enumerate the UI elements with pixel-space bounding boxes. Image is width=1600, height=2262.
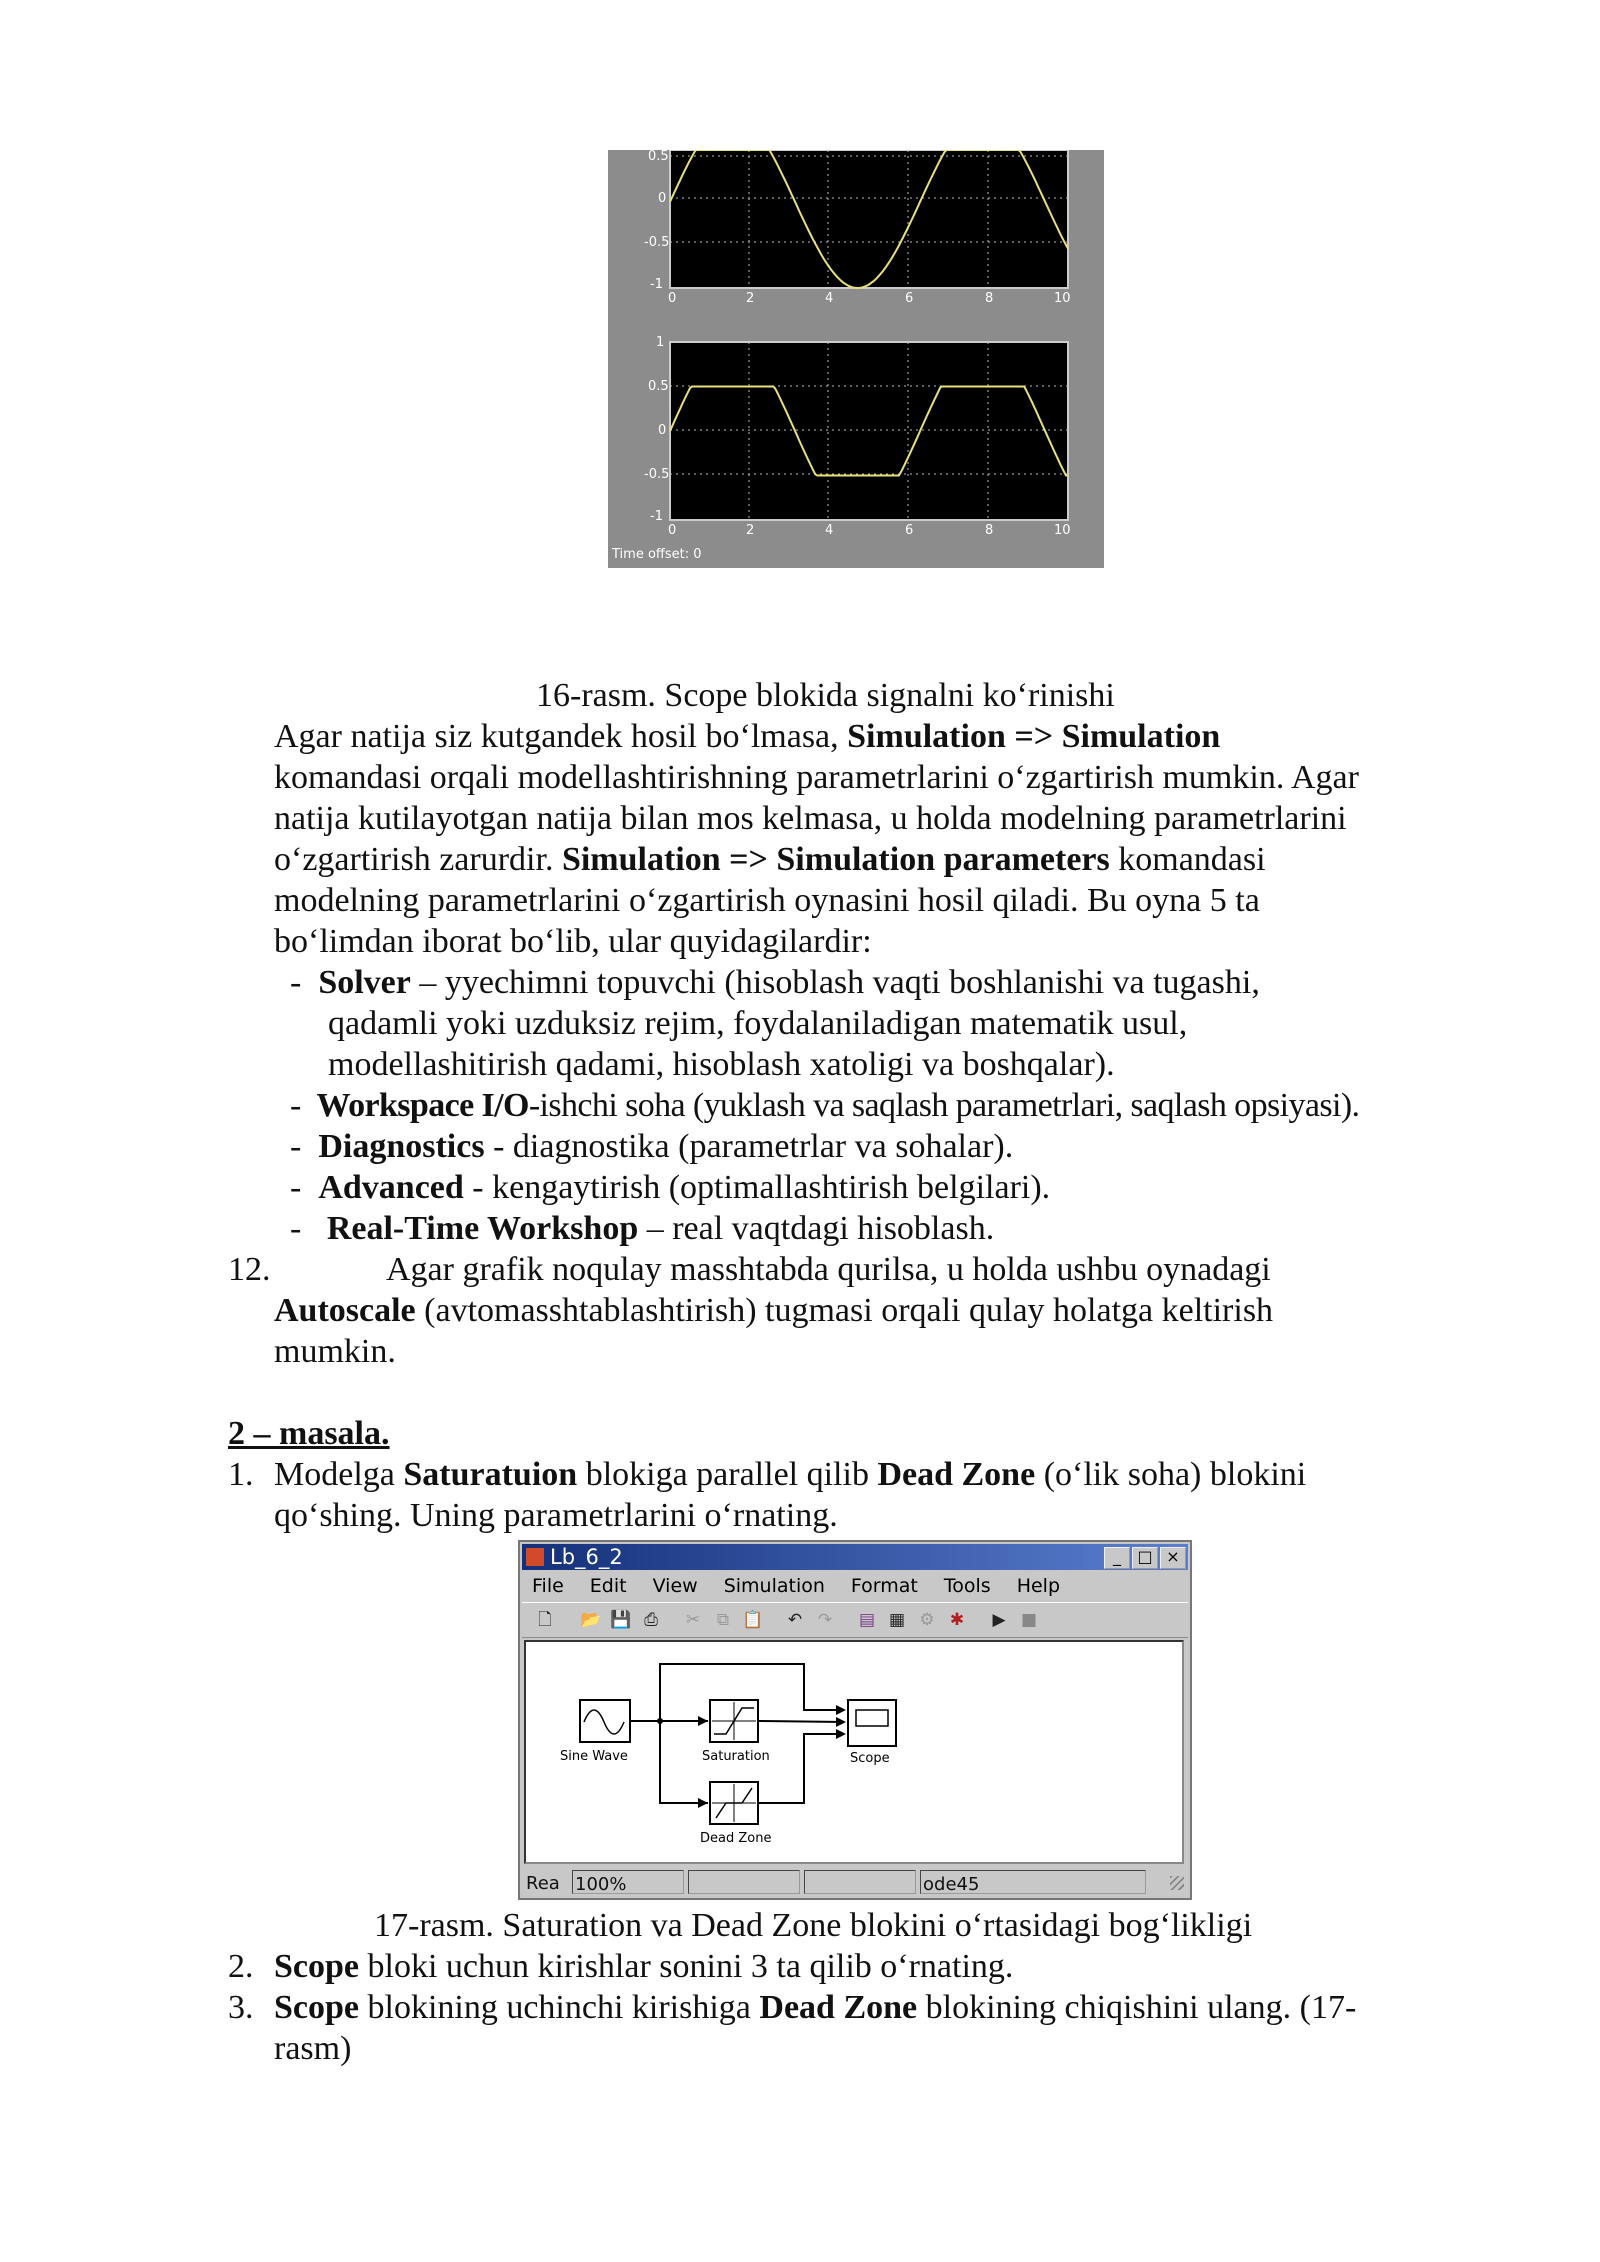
step-number: 1. bbox=[228, 1456, 254, 1493]
menu-simulation[interactable]: Simulation bbox=[723, 1575, 825, 1597]
tick: 0.5 bbox=[648, 379, 669, 394]
print-icon[interactable]: ⎙ bbox=[644, 1610, 658, 1630]
tick: -1 bbox=[650, 509, 663, 524]
menu-file[interactable]: File bbox=[532, 1575, 564, 1597]
saturation-label: Saturation bbox=[702, 1749, 770, 1764]
top-plot-area bbox=[670, 150, 1068, 288]
status-bar bbox=[522, 1868, 1188, 1896]
tick: -0.5 bbox=[644, 235, 670, 250]
cut-icon[interactable]: ✂ bbox=[685, 1610, 701, 1630]
tick: 0 bbox=[668, 291, 677, 306]
tick: -1 bbox=[650, 277, 663, 292]
save-icon[interactable]: 💾 bbox=[610, 1610, 632, 1630]
window-titlebar bbox=[522, 1544, 1188, 1570]
undo-icon[interactable]: ↶ bbox=[787, 1610, 803, 1630]
redo-icon[interactable]: ↷ bbox=[817, 1610, 833, 1630]
close-button[interactable]: × bbox=[1160, 1547, 1186, 1569]
section-heading: 2 – masala. bbox=[228, 1415, 390, 1452]
start-simulation-icon[interactable]: ▶ bbox=[992, 1610, 1006, 1630]
status-zoom: 100% bbox=[572, 1870, 684, 1894]
bullet-cont: modellashitirish qadami, hisoblash xatoligi va boshqalar). bbox=[328, 1046, 1115, 1083]
bullet-advanced: - Advanced - kengaytirish (optimallashtirish belgilari). bbox=[290, 1169, 1051, 1206]
tick: 2 bbox=[746, 291, 755, 306]
scope-block bbox=[848, 1700, 896, 1746]
tick: 6 bbox=[905, 523, 914, 538]
toolbar bbox=[522, 1602, 1188, 1638]
minimize-button[interactable]: _ bbox=[1104, 1547, 1130, 1569]
tick: 0 bbox=[658, 191, 667, 206]
simulink-logo-icon bbox=[526, 1548, 544, 1566]
scope-plots bbox=[608, 150, 1104, 568]
tick: 0.5 bbox=[648, 150, 669, 164]
tick: 8 bbox=[985, 523, 994, 538]
step-number: 3. bbox=[228, 1989, 254, 2026]
sine-wave-label: Sine Wave bbox=[560, 1749, 628, 1764]
menu-view[interactable]: View bbox=[652, 1575, 698, 1597]
bullet-realtime: - Real-Time Workshop – real vaqtdagi hisoblash. bbox=[290, 1210, 995, 1247]
item12-line: Autoscale (avtomasshtablashtirish) tugmasi orqali qulay holatga keltirish bbox=[274, 1292, 1274, 1329]
scope-label: Scope bbox=[850, 1751, 890, 1766]
menu-help[interactable]: Help bbox=[1016, 1575, 1061, 1597]
status-solver: ode45 bbox=[920, 1870, 1146, 1894]
tick: 0 bbox=[658, 423, 667, 438]
item12-line: mumkin. bbox=[274, 1333, 396, 1370]
library-icon[interactable]: ▤ bbox=[858, 1610, 876, 1630]
tick: 8 bbox=[985, 291, 994, 306]
menu-edit[interactable]: Edit bbox=[589, 1575, 627, 1597]
bottom-plot-area bbox=[670, 342, 1068, 520]
para-line: modelning parametrlarini o‘zgartirish oynasini hosil qiladi. Bu oyna 5 ta bbox=[274, 882, 1260, 919]
tick: 0 bbox=[668, 523, 677, 538]
tick: 2 bbox=[746, 523, 755, 538]
step1-line: qo‘shing. Uning parametrlarini o‘rnating. bbox=[274, 1497, 838, 1534]
tick: 6 bbox=[905, 291, 914, 306]
debug-icon[interactable]: ⚙ bbox=[919, 1610, 935, 1630]
figure16-caption: 16-rasm. Scope blokida signalni ko‘rinishi bbox=[536, 677, 1115, 714]
item-number: 12. bbox=[228, 1251, 271, 1288]
para-line: bo‘limdan iborat bo‘lib, ular quyidagilardir: bbox=[274, 923, 872, 960]
menu-tools[interactable]: Tools bbox=[943, 1575, 991, 1597]
status-cell bbox=[688, 1870, 800, 1894]
resize-grip-icon[interactable] bbox=[1170, 1876, 1184, 1890]
model-browser-icon[interactable]: ▦ bbox=[888, 1610, 906, 1630]
tick: 1 bbox=[656, 335, 665, 350]
tick: -0.5 bbox=[644, 467, 670, 482]
para-line: natija kutilayotgan natija bilan mos kelmasa, u holda modelning parametrlarini bbox=[274, 800, 1347, 837]
tick: 4 bbox=[825, 291, 834, 306]
bullet-solver: - Solver – yyechimni topuvchi (hisoblash vaqti boshlanishi va tugashi, bbox=[290, 964, 1260, 1001]
maximize-button[interactable]: □ bbox=[1132, 1547, 1158, 1569]
scope-figure bbox=[608, 150, 1104, 568]
block-diagram bbox=[526, 1642, 1182, 1862]
menu-bar bbox=[522, 1572, 1188, 1600]
step3-line: Scope blokining uchinchi kirishiga Dead Zone blokining chiqishini ulang. (17- bbox=[274, 1989, 1357, 2026]
step2-line: Scope bloki uchun kirishlar sonini 3 ta qilib o‘rnating. bbox=[274, 1948, 1014, 1985]
paste-icon[interactable]: 📋 bbox=[742, 1610, 764, 1630]
window-title: Lb_6_2 bbox=[550, 1545, 623, 1569]
para-line: Agar natija siz kutgandek hosil bo‘lmasa, Simulation => Simulation bbox=[274, 718, 1221, 755]
tick: 10 bbox=[1054, 523, 1071, 538]
status-cell bbox=[804, 1870, 916, 1894]
para-line: komandasi orqali modellashtirishning parametrlarini o‘zgartirish mumkin. Agar bbox=[274, 759, 1359, 796]
bullet-workspace: - Workspace I/O-ishchi soha (yuklash va saqlash parametrlari, saqlash opsiyasi). bbox=[290, 1087, 1360, 1124]
sine-wave-block bbox=[580, 1700, 630, 1742]
stop-simulation-icon[interactable]: ■ bbox=[1020, 1610, 1038, 1630]
menu-format[interactable]: Format bbox=[850, 1575, 918, 1597]
item12-line: Agar grafik noqulay masshtabda qurilsa, u holda ushbu oynadagi bbox=[386, 1251, 1271, 1288]
bullet-diagnostics: - Diagnostics - diagnostika (parametrlar va sohalar). bbox=[290, 1128, 1014, 1165]
figure17-caption: 17-rasm. Saturation va Dead Zone blokini o‘rtasidagi bog‘likligi bbox=[374, 1907, 1253, 1944]
step3-line: rasm) bbox=[274, 2030, 352, 2067]
open-icon[interactable]: 📂 bbox=[580, 1610, 602, 1630]
time-offset-label: Time offset: 0 bbox=[612, 547, 702, 562]
dead-zone-label: Dead Zone bbox=[700, 1831, 772, 1846]
copy-icon[interactable]: ⧉ bbox=[716, 1610, 730, 1630]
step-number: 2. bbox=[228, 1948, 254, 1985]
simulink-window bbox=[518, 1540, 1192, 1900]
bullet-cont: qadamli yoki uzduksiz rejim, foydalaniladigan matematik usul, bbox=[328, 1005, 1188, 1042]
new-icon[interactable]: 🗋 bbox=[538, 1610, 552, 1630]
step1-line: Modelga Saturatuion blokiga parallel qilib Dead Zone (o‘lik soha) blokini bbox=[274, 1456, 1307, 1493]
para-line: o‘zgartirish zarurdir. Simulation => Simulation parameters komandasi bbox=[274, 841, 1266, 878]
debugger-icon[interactable]: ✱ bbox=[949, 1610, 965, 1630]
tick: 10 bbox=[1054, 291, 1071, 306]
tick: 4 bbox=[825, 523, 834, 538]
status-ready: Rea bbox=[526, 1873, 560, 1894]
model-canvas[interactable] bbox=[524, 1640, 1184, 1864]
